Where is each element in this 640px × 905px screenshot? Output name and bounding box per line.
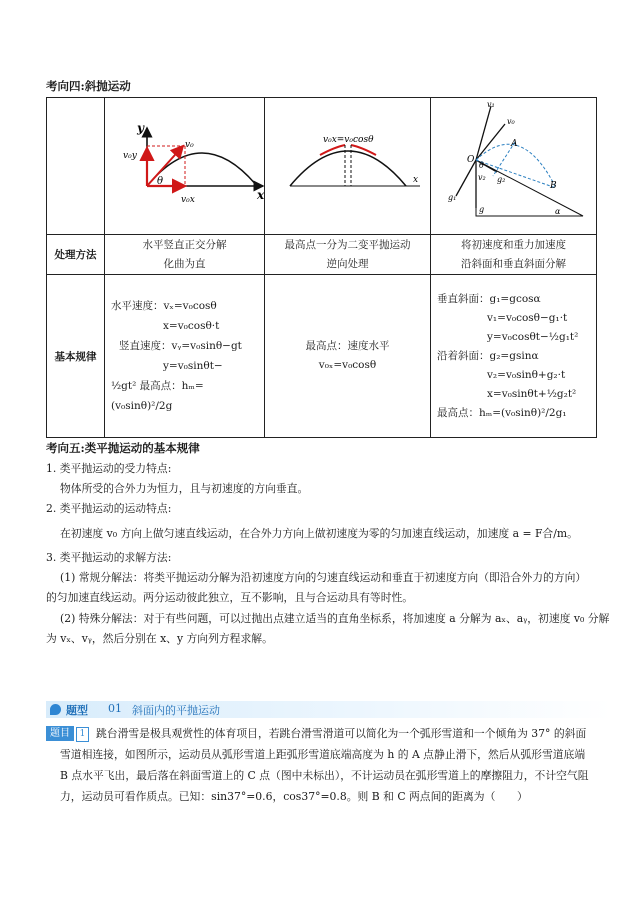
law-cell-2 <box>265 275 431 438</box>
question-badge-wrap <box>46 726 89 742</box>
fig2-cell <box>265 98 431 235</box>
law2-line1: 最高点：速度水平 <box>305 340 390 352</box>
s1-body: 物体所受的合外力为恒力，且与初速度的方向垂直。 <box>60 482 309 495</box>
fig1-v0y-label: v₀y <box>123 151 137 161</box>
method-2-line2: 逆向处理 <box>326 257 369 270</box>
s3-head: 3. 类平抛运动的求解方法: <box>46 551 172 564</box>
law3-line2: v₁=v₀cosθ−g₁·t <box>487 311 568 324</box>
section5-title: 考向五:类平抛运动的基本规律 <box>46 441 200 455</box>
question-line4: 力，运动员可看作质点。已知：sin37°=0.6，cos37°=0.8。则 B 和 C 两点间的距离为（ ） <box>60 790 528 803</box>
law3-line7: 最高点：hₘ=(v₀sinθ)²/2g₁ <box>437 406 567 419</box>
fig3-v2: v₂ <box>478 173 486 182</box>
topic-bar <box>46 701 611 718</box>
topic-num: 01 <box>108 702 122 715</box>
fig1-diagram <box>105 98 265 231</box>
question-line2: 雪道相连接，如图所示，运动员从弧形雪道上距弧形雪道底端高度为 h 的 A 点静止滑下，然后从弧形雪道底端 <box>60 748 586 761</box>
section4-title: 考向四:斜抛运动 <box>46 79 131 93</box>
fig1-v0-label: v₀ <box>185 140 194 150</box>
s2-body: 在初速度 v₀ 方向上做匀速直线运动，在合外力方向上做初速度为零的匀加速直线运动，加速度 a = F合/m。 <box>60 527 578 540</box>
law3-line4: 沿着斜面：g₂=gsinα <box>437 349 539 362</box>
law3-line6: x=v₀sinθt+½g₂t² <box>487 387 577 400</box>
oblique-projectile-table <box>46 97 597 438</box>
topic-label: 题型 <box>66 704 88 717</box>
s3-p1a: (1) 常规分解法：将类平抛运动分解为沿初速度方向的匀速直线运动和垂直于初速度方向（即沿合外力的方向） <box>60 571 587 584</box>
fig3-g: g <box>479 205 485 214</box>
fig3-g1: g₁ <box>448 193 457 202</box>
method-cell-2 <box>265 235 431 275</box>
fig1-y-label: y <box>137 121 144 135</box>
law3-line3: y=v₀cosθt−½g₁t² <box>487 330 579 343</box>
fig3-alpha: α <box>555 207 561 216</box>
fig2-vx-label: v₀x=v₀cosθ <box>323 135 374 145</box>
law3-line1: 垂直斜面：g₁=gcosα <box>437 292 541 305</box>
fig3-theta: θ <box>479 161 484 170</box>
fig3-A: A <box>511 139 518 149</box>
method-cell-3 <box>431 235 597 275</box>
law1-line4: y=v₀sinθt− <box>163 360 223 372</box>
row-method-head: 处理方法 <box>47 235 105 275</box>
fig3-O: O <box>467 155 475 165</box>
question-number: 1 <box>76 727 89 742</box>
s3-p1b: 的匀加速直线运动。两分运动彼此独立，互不影响，且与合运动具有等时性。 <box>46 591 414 604</box>
s2-head: 2. 类平抛运动的运动特点: <box>46 502 172 515</box>
law1-line3: 竖直速度：vᵧ=v₀sinθ−gt <box>119 340 242 352</box>
fig3-g2: g₂ <box>497 175 506 184</box>
empty-cell <box>47 98 105 235</box>
law-cell-1 <box>105 275 265 438</box>
topic-pin-icon <box>50 704 61 715</box>
fig3-v0: v₀ <box>507 117 515 126</box>
s3-p2a: (2) 特殊分解法：对于有些问题，可以过抛出点建立适当的直角坐标系，将加速度 a 分解为 aₓ、aᵧ，初速度 v₀ 分解 <box>60 612 610 625</box>
fig2-diagram <box>265 98 431 231</box>
fig1-cell <box>105 98 265 235</box>
row-law-head: 基本规律 <box>47 275 105 438</box>
topic-title: 斜面内的平抛运动 <box>132 704 220 717</box>
fig1-theta-label: θ <box>157 176 164 187</box>
question-line1: 跳台滑雪是极具观赏性的体育项目，若跳台滑雪滑道可以简化为一个弧形雪道和一个倾角为 37° 的斜面 <box>96 727 587 740</box>
law1-line5: ½gt² 最高点：hₘ=(v₀sinθ)²/2g <box>111 380 204 412</box>
method-3-line2: 沿斜面和垂直斜面分解 <box>461 257 566 270</box>
method-2-line1: 最高点一分为二变平抛运动 <box>284 238 411 251</box>
fig3-cell <box>431 98 597 235</box>
method-3-line1: 将初速度和重力加速度 <box>461 238 566 251</box>
method-1-line1: 水平竖直正交分解 <box>142 238 227 251</box>
fig1-v0x-label: v₀x <box>181 195 195 205</box>
fig3-B: B <box>550 181 557 191</box>
method-1-line2: 化曲为直 <box>163 257 206 270</box>
law3-line5: v₂=v₀sinθ+g₂·t <box>487 368 566 381</box>
question-badge: 题目 <box>46 726 74 741</box>
s3-p2b: 为 vₓ、vᵧ，然后分别在 x、y 方向列方程求解。 <box>46 632 273 645</box>
law1-line2: x=v₀cosθ·t <box>163 320 220 332</box>
method-cell-1 <box>105 235 265 275</box>
law2-line2: v₀ₓ=v₀cosθ <box>318 359 377 371</box>
fig2-x-label: x <box>413 175 419 185</box>
s1-head: 1. 类平抛运动的受力特点: <box>46 462 172 475</box>
law1-line1: 水平速度：vₓ=v₀cosθ <box>111 300 217 312</box>
fig1-x-label: x <box>257 188 265 202</box>
fig3-diagram <box>431 98 597 231</box>
fig3-v1: v₁ <box>487 100 495 109</box>
law-cell-3 <box>431 275 597 438</box>
question-line3: B 点水平飞出，最后落在斜面雪道上的 C 点（图中未标出），不计运动员在弧形雪道上的摩擦阻力，不计空气阻 <box>60 769 589 782</box>
